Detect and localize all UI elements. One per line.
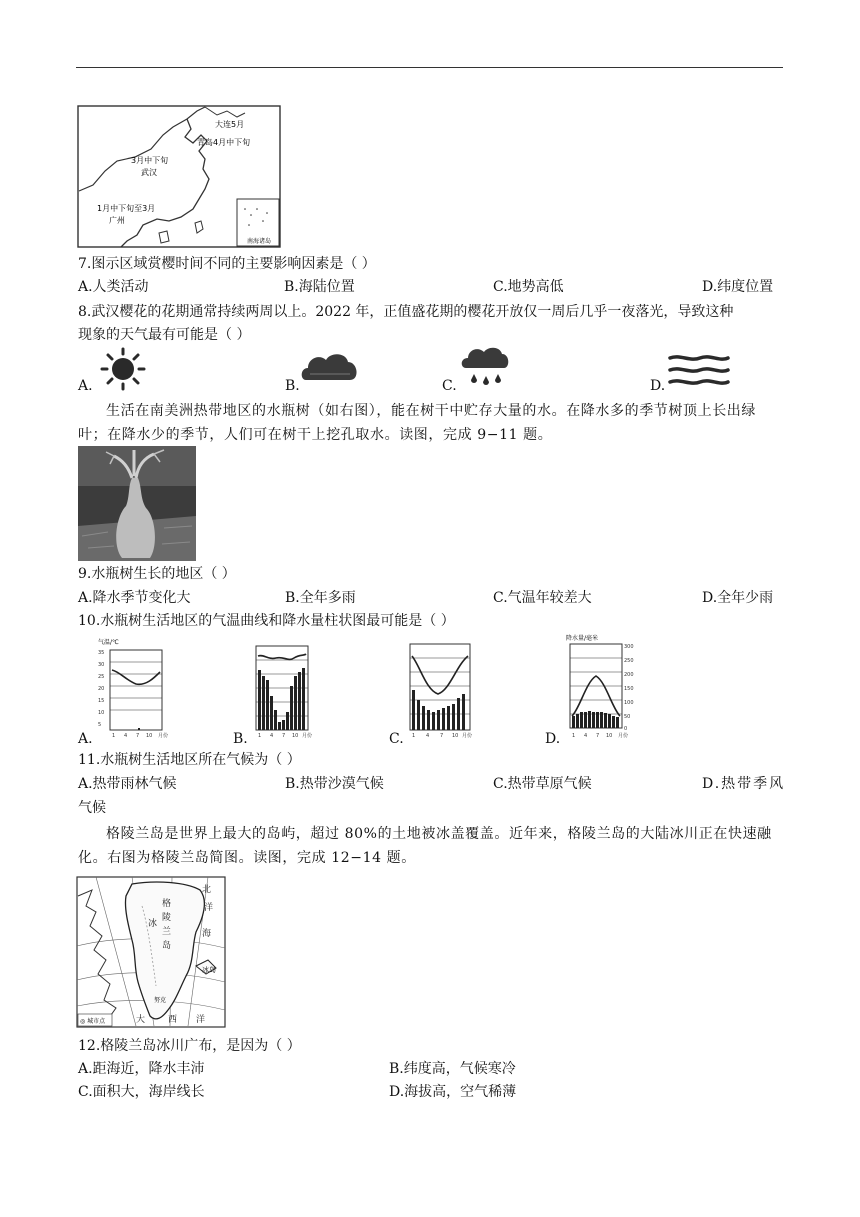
svg-text:10: 10 (146, 733, 153, 739)
q12-option-a[interactable]: A.距海近，降水丰沛 (78, 1061, 205, 1077)
map-label-capital: 努克 (154, 997, 167, 1004)
svg-text:7: 7 (596, 733, 600, 739)
svg-text:35: 35 (98, 650, 105, 656)
map-label-iceland: 冰岛 (202, 966, 216, 974)
overcast-icon (300, 350, 360, 390)
intro-12-14: 格陵兰岛是世界上最大的岛屿，超过 80%的土地被冰盖覆盖。近年来，格陵兰岛的大陆冰川正在快速融化。右图为格陵兰岛简图。读图，完成 12−14 题。 (78, 826, 772, 866)
svg-text:4: 4 (124, 733, 128, 739)
map-label-sea: 洋 (204, 903, 214, 913)
svg-text:月份: 月份 (618, 733, 629, 739)
q9-option-d[interactable]: D.全年少雨 (702, 590, 774, 606)
q7-option-a[interactable]: A.人类活动 (78, 279, 149, 295)
chart-d-axis-label: 降水量/毫米 (566, 635, 599, 642)
svg-text:0: 0 (624, 726, 628, 732)
svg-text:1: 1 (112, 733, 116, 739)
svg-text:50: 50 (624, 714, 631, 720)
svg-text:兰: 兰 (162, 927, 172, 937)
map-label-wuhan: 武汉 (141, 168, 157, 177)
q11-option-d-wrap: 气候 (78, 800, 106, 816)
svg-text:4: 4 (426, 733, 430, 739)
q7-option-d[interactable]: D.纬度位置 (702, 279, 774, 295)
svg-text:300: 300 (624, 644, 634, 650)
sunny-icon (94, 347, 152, 395)
svg-text:7: 7 (282, 733, 286, 739)
svg-text:25: 25 (98, 674, 105, 680)
q10-option-c-label[interactable]: C. (389, 731, 404, 747)
svg-text:150: 150 (624, 686, 634, 692)
climate-chart-d (562, 632, 640, 746)
svg-text:20: 20 (98, 686, 105, 692)
climate-chart-a (96, 636, 176, 746)
q10-option-d-label[interactable]: D. (545, 731, 561, 747)
map-label-guangzhou-time: 1月中下旬至3月 (97, 204, 156, 213)
svg-text:100: 100 (624, 700, 634, 706)
header-rule (76, 67, 783, 68)
map-label-qingdao: 青岛4月中下旬 (197, 138, 251, 147)
svg-text:洋: 洋 (196, 1015, 206, 1025)
svg-text:格: 格 (162, 899, 172, 909)
q8-option-d-label[interactable]: D. (650, 378, 666, 394)
q8-stem-line2: 现象的天气最有可能是（ ） (78, 327, 251, 343)
q7-option-c[interactable]: C.地势高低 (493, 279, 564, 295)
svg-text:陵: 陵 (162, 913, 172, 923)
q12-option-c[interactable]: C.面积大，海岸线长 (78, 1084, 205, 1100)
q9-option-c[interactable]: C.气温年较差大 (493, 590, 592, 606)
svg-text:7: 7 (440, 733, 444, 739)
svg-text:1: 1 (258, 733, 262, 739)
q8-option-b-label[interactable]: B. (285, 378, 300, 394)
map-label-wuhan-time: 3月中下旬 (131, 156, 169, 165)
svg-text:15: 15 (98, 698, 105, 704)
svg-text:1: 1 (412, 733, 416, 739)
climate-chart-b (248, 636, 312, 746)
svg-text:西: 西 (168, 1015, 178, 1025)
q9-stem: 9.水瓶树生长的地区（ ） (78, 566, 236, 582)
q11-option-d[interactable]: D.热带季风 (702, 776, 786, 792)
map-label-ice: 冰 (148, 919, 158, 929)
q11-option-c[interactable]: C.热带草原气候 (493, 776, 592, 792)
svg-text:10: 10 (98, 710, 105, 716)
q8-option-c-label[interactable]: C. (442, 378, 457, 394)
q7-option-b[interactable]: B.海陆位置 (284, 279, 355, 295)
svg-text:月份: 月份 (158, 733, 169, 739)
windy-icon (666, 352, 732, 392)
svg-text:月份: 月份 (302, 733, 312, 739)
map-inset-label: 南海诸岛 (247, 238, 272, 245)
q11-stem: 11.水瓶树生活地区所在气候为（ ） (78, 752, 301, 768)
q11-option-a[interactable]: A.热带雨林气候 (78, 776, 177, 792)
map-label-strait: 海 (202, 929, 212, 939)
svg-text:月份: 月份 (462, 733, 473, 739)
svg-text:250: 250 (624, 658, 634, 664)
svg-text:1: 1 (572, 733, 576, 739)
bottle-tree-photo (78, 446, 196, 565)
q9-option-a[interactable]: A.降水季节变化大 (78, 590, 191, 606)
greenland-map (76, 876, 226, 1032)
svg-text:5: 5 (98, 722, 102, 728)
q8-stem-line1: 8.武汉樱花的花期通常持续两周以上。2022 年，正值盛花期的樱花开放仅一周后几乎一夜落光，导致这种 (78, 304, 734, 320)
q10-option-a-label[interactable]: A. (78, 731, 93, 747)
q7-stem: 7.图示区域赏樱时间不同的主要影响因素是（ ） (78, 256, 376, 272)
q11-option-b[interactable]: B.热带沙漠气候 (285, 776, 384, 792)
rain-icon (460, 346, 510, 394)
svg-text:4: 4 (584, 733, 588, 739)
svg-text:岛: 岛 (162, 941, 172, 951)
q12-stem: 12.格陵兰岛冰川广布，是因为（ ） (78, 1038, 301, 1054)
svg-text:10: 10 (452, 733, 459, 739)
map-label-north: 北 (202, 885, 212, 895)
svg-text:10: 10 (292, 733, 299, 739)
chart-a-axis-label: 气温/℃ (98, 639, 119, 646)
intro-9-11: 生活在南美洲热带地区的水瓶树（如右图），能在树干中贮存大量的水。在降水多的季节树顶上长出绿叶；在降水少的季节，人们可在树干上挖孔取水。读图，完成 9−11 题。 (78, 403, 756, 443)
svg-text:4: 4 (270, 733, 274, 739)
svg-text:7: 7 (136, 733, 140, 739)
climate-chart-c (404, 636, 478, 746)
svg-text:30: 30 (98, 662, 105, 668)
q10-option-b-label[interactable]: B. (233, 731, 248, 747)
svg-text:大: 大 (136, 1015, 146, 1025)
map-label-guangzhou: 广州 (109, 216, 125, 225)
sakura-bloom-map (77, 105, 281, 252)
q12-option-b[interactable]: B.纬度高，气候寒冷 (389, 1061, 516, 1077)
q10-stem: 10.水瓶树生活地区的气温曲线和降水量柱状图最可能是（ ） (78, 613, 455, 629)
q9-option-b[interactable]: B.全年多雨 (285, 590, 356, 606)
q12-option-d[interactable]: D.海拔高，空气稀薄 (389, 1084, 517, 1100)
map-legend: ◎ 城市点 (80, 1018, 106, 1025)
q8-option-a-label[interactable]: A. (78, 378, 93, 394)
svg-text:200: 200 (624, 672, 634, 678)
map-label-dalian: 大连5月 (215, 120, 245, 129)
svg-text:10: 10 (606, 733, 613, 739)
